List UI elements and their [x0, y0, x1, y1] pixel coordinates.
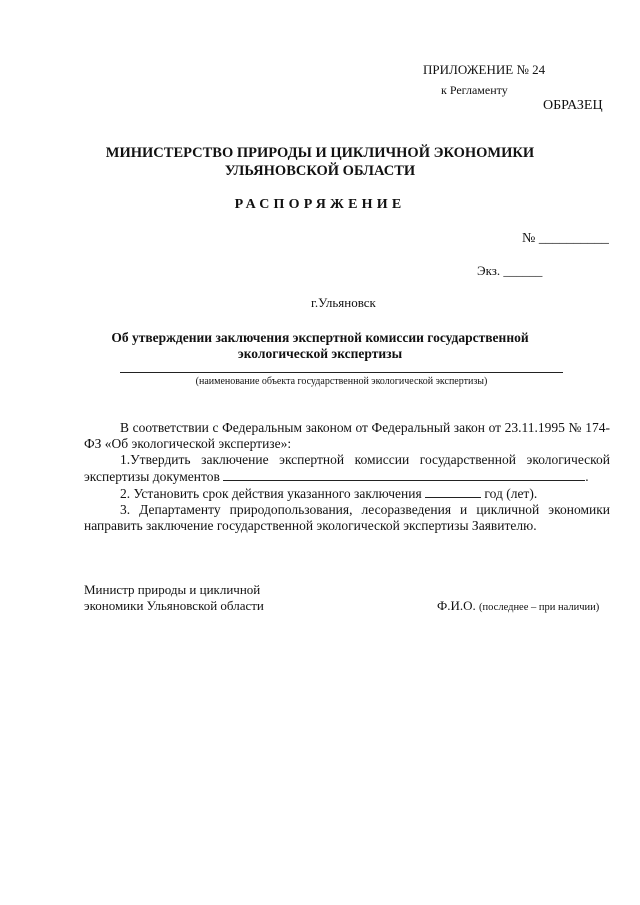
item-1 [84, 452, 610, 485]
signature-name-note: (последнее – при наличии) [479, 602, 600, 613]
ministry-title [0, 144, 640, 180]
object-name-line [120, 372, 563, 373]
number-field: № __________ [522, 231, 609, 246]
signature-name-block [437, 598, 599, 614]
document-type: РАСПОРЯЖЕНИЕ [234, 197, 406, 212]
subject-line1: Об утверждении заключения экспертной комиссии государственной [111, 330, 529, 345]
copy-field: Экз. ______ [477, 263, 543, 278]
subject-line2: экологической экспертизы [237, 346, 403, 361]
object-name-caption: (наименование объекта государственной экологической экспертизы) [195, 376, 488, 387]
item-2-unit: год (лет). [484, 486, 538, 501]
item-3: 3. Департаменту природопользования, лесоразведения и цикличной экономики направить заключение государственной экологической экспертизы Заявителю. [84, 502, 610, 533]
order-body [84, 420, 610, 534]
ministry-line2: УЛЬЯНОВСКОЙ ОБЛАСТИ [224, 163, 416, 179]
signature-line2: экономики Ульяновской области [84, 598, 264, 613]
regulation-label: к Регламенту [441, 83, 508, 97]
term-blank [425, 485, 481, 498]
signature-name: Ф.И.О. [437, 598, 476, 613]
item-1-text: 1.Утвердить заключение экспертной комиссии государственной экологической экспертизы документов [84, 452, 610, 484]
intro-paragraph: В соответствии с Федеральным законом от Федеральный закон от 23.11.1995 № 174-ФЗ «Об экологической экспертизе»: [84, 420, 610, 451]
item-2 [84, 485, 610, 502]
item-2-text: 2. Установить срок действия указанного заключения [120, 486, 422, 501]
signature-position [84, 582, 264, 614]
signature-line1: Министр природы и цикличной [84, 582, 261, 597]
item-1-end: . [585, 469, 589, 484]
ministry-line1: МИНИСТЕРСТВО ПРИРОДЫ И ЦИКЛИЧНОЙ ЭКОНОМИКИ [105, 145, 535, 161]
city: г.Ульяновск [311, 295, 376, 310]
appendix-label: ПРИЛОЖЕНИЕ № 24 [423, 62, 546, 77]
order-subject [100, 330, 540, 362]
sample-label: ОБРАЗЕЦ [543, 98, 603, 113]
documents-blank [223, 468, 585, 481]
